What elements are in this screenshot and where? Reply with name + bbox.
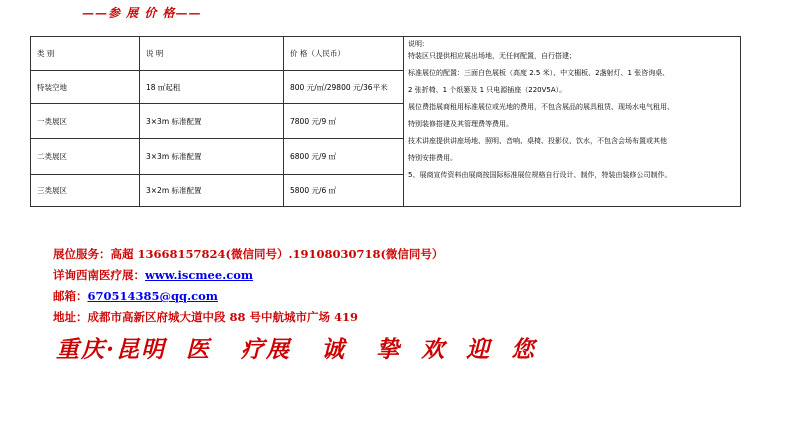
note-line: 特别安排费用。 — [408, 154, 457, 162]
row-description: 3×3m 标准配置 — [140, 104, 284, 139]
booth-service-phones: 高超 13668157824(微信同号）.19108030718(微信同号） — [110, 247, 444, 261]
row-category: 特装空地 — [31, 71, 140, 104]
note-line: 2 张折椅、1 个纸篓及 1 只电源插座（220V5A）。 — [408, 86, 567, 94]
row-price: 800 元/㎡/29800 元/36平米 — [284, 71, 404, 104]
row-price: 7800 元/9 ㎡ — [284, 104, 404, 139]
welcome-banner: 重庆·昆明 医 疗展 诚 挚 欢 迎 您 — [56, 336, 537, 363]
note-line: 5、展商宣传资料由展商按国际标准展位规格自行设计、制作，特装由装修公司制作。 — [408, 171, 672, 179]
note-line: 展位费指展商租用标准展位或光地的费用，不包含展品的展具租赁、现场水电气租用、 — [408, 103, 674, 111]
email-link[interactable]: 670514385@qq.com — [87, 289, 218, 303]
header-category: 类 别 — [31, 37, 140, 71]
header-price: 价 格（人民币） — [284, 37, 404, 71]
row-description: 3×2m 标准配置 — [140, 175, 284, 207]
website-line — [53, 267, 253, 283]
booth-service-label: 展位服务： — [53, 247, 111, 261]
address-value: 成都市高新区府城大道中段 88 号中航城市广场 419 — [87, 310, 359, 324]
note-line: 特装区只提供相应展出场地，无任何配置，自行搭建； — [408, 52, 576, 60]
price-table — [30, 36, 741, 207]
note-line: 特别装修搭建及其管理费等费用。 — [408, 120, 513, 128]
section-heading: ——参 展 价 格—— — [82, 6, 202, 20]
row-price: 6800 元/9 ㎡ — [284, 139, 404, 175]
row-category: 二类展区 — [31, 139, 140, 175]
website-label: 详询西南医疗展： — [53, 268, 145, 282]
row-description: 3×3m 标准配置 — [140, 139, 284, 175]
email-line — [53, 288, 218, 304]
address-line — [53, 309, 358, 325]
row-description: 18 ㎡起租 — [140, 71, 284, 104]
note-line: 技术讲座提供讲座场地、照明、音响、桌椅、投影仪、饮水，不包含会场布置或其他 — [408, 137, 667, 145]
address-label: 地址： — [53, 310, 88, 324]
table-header-row — [31, 37, 741, 71]
note-line: 说明: — [408, 40, 425, 48]
header-description: 说 明 — [140, 37, 284, 71]
email-label: 邮箱： — [53, 289, 88, 303]
note-line: 标准展位的配置：三面白色展板（高度 2.5 米）、中文楣板、2盏射灯、1 张咨询桌、 — [408, 69, 670, 77]
notes-cell — [404, 37, 741, 207]
row-category: 一类展区 — [31, 104, 140, 139]
booth-service-line — [53, 246, 443, 262]
row-price: 5800 元/6 ㎡ — [284, 175, 404, 207]
row-category: 三类展区 — [31, 175, 140, 207]
website-link[interactable]: www.iscmee.com — [145, 268, 254, 282]
